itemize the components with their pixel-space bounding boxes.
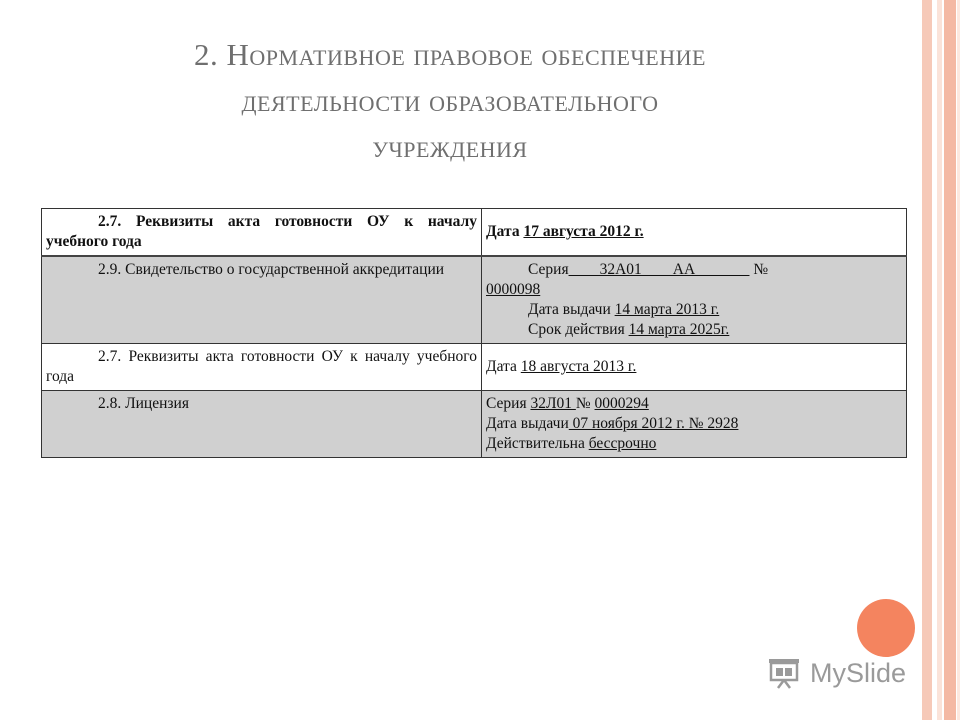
issue-prefix: Дата выдачи xyxy=(528,301,615,318)
row-value xyxy=(482,209,907,257)
valid-line xyxy=(486,320,902,340)
title-line-3: учреждения xyxy=(372,129,528,164)
date-value: 17 августа 2012 г. xyxy=(523,223,644,240)
series-number: 0000294 xyxy=(594,395,649,412)
slide-title xyxy=(40,32,860,170)
issue-value: 14 марта 2013 г. xyxy=(614,301,720,318)
title-line-2: деятельности образовательного xyxy=(241,83,659,118)
stripe xyxy=(922,0,932,720)
issue-prefix: Дата выдачи xyxy=(486,415,569,432)
valid-value: бессрочно xyxy=(588,435,657,452)
valid-line xyxy=(486,434,902,454)
row-label xyxy=(42,391,482,458)
myslide-logo[interactable] xyxy=(766,655,906,691)
valid-prefix: Срок действия xyxy=(528,321,629,338)
series-number: 0000098 xyxy=(486,281,541,298)
stripe xyxy=(944,0,956,720)
row-label-text: 2.7. Реквизиты акта готовности ОУ к началу учебного года xyxy=(46,348,477,385)
series-line xyxy=(486,260,902,280)
row-label-text: 2.9. Свидетельство о государственной аккредитации xyxy=(98,261,445,278)
date-prefix: Дата xyxy=(486,358,521,375)
number-sign: № xyxy=(575,395,595,412)
series-prefix: Серия xyxy=(486,395,531,412)
table-row xyxy=(42,391,907,458)
issue-value: 07 ноября 2012 г. № 2928 xyxy=(568,415,739,432)
table-row xyxy=(42,256,907,344)
row-label xyxy=(42,344,482,391)
number-sign: № xyxy=(749,261,769,278)
decorative-circle xyxy=(857,599,915,657)
series-value: 32Л01 xyxy=(530,395,576,412)
valid-value: 14 марта 2025г. xyxy=(628,321,730,338)
stripe xyxy=(937,0,942,720)
row-label xyxy=(42,209,482,257)
row-label xyxy=(42,256,482,344)
row-label-text: 2.7. Реквизиты акта готовности ОУ к началу учебного года xyxy=(46,213,477,250)
logo-text: MySlide xyxy=(810,657,907,688)
issue-line xyxy=(486,300,902,320)
decorative-stripes xyxy=(920,0,960,720)
projector-screen-icon xyxy=(766,657,806,689)
date-prefix: Дата xyxy=(486,223,524,240)
row-label-text: 2.8. Лицензия xyxy=(98,395,189,412)
row-value xyxy=(482,344,907,391)
requisites-table xyxy=(41,208,907,458)
valid-prefix: Действительна xyxy=(486,435,589,452)
date-value: 18 августа 2013 г. xyxy=(520,358,637,375)
table-row xyxy=(42,344,907,391)
series-line xyxy=(486,394,902,414)
table-row xyxy=(42,209,907,257)
issue-line xyxy=(486,414,902,434)
row-value xyxy=(482,256,907,344)
series-prefix: Серия xyxy=(528,261,569,278)
title-line-1: 2. Нормативное правовое обеспечение xyxy=(194,37,706,72)
series-value: ____32А01____АА_______ xyxy=(568,261,750,278)
row-value xyxy=(482,391,907,458)
